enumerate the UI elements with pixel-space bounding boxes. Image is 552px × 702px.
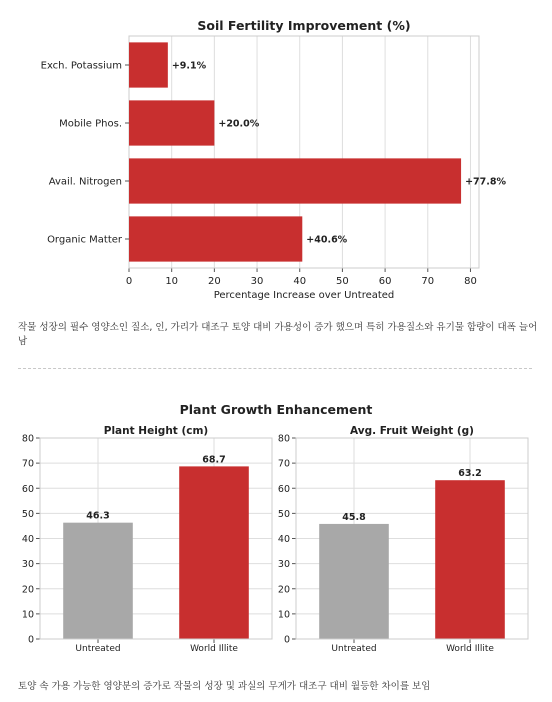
y-tick-label: 0 [283,634,290,646]
chart-title: Plant Height (cm) [103,425,209,437]
y-tick-label: 60 [277,483,290,495]
y-tick-label: 70 [21,458,34,470]
x-axis-label: Percentage Increase over Untreated [213,290,395,301]
value-label: 45.8 [342,511,366,523]
plant-growth-chart [0,380,552,680]
x-tick-label: 40 [293,276,307,287]
value-label: +20.0% [218,118,260,130]
x-tick-label: 80 [464,276,477,287]
bar [63,523,133,639]
y-tick-label: 40 [21,534,34,545]
category-label: Untreated [331,644,377,654]
value-label: +9.1% [171,60,207,72]
value-label: +40.6% [306,234,348,246]
y-tick-label: 30 [21,559,34,571]
y-tick-label: 60 [21,483,34,495]
section-divider [18,368,532,369]
category-label: World Illite [190,644,238,654]
category-label: Exch. Potassium [40,60,122,72]
bar [179,466,249,639]
bar [319,524,389,639]
chart-title: Soil Fertility Improvement (%) [197,18,411,33]
x-tick-label: 70 [421,276,435,287]
y-tick-label: 20 [21,584,34,596]
bar [129,216,302,261]
value-label: +77.8% [465,176,506,188]
category-label: World Illite [446,644,494,654]
y-tick-label: 10 [21,609,34,621]
x-tick-label: 30 [250,276,264,287]
bar [129,100,214,145]
growth-caption: 토양 속 가용 가능한 영양분의 증가로 작물의 성장 및 과실의 무게가 대조구 대비 월등한 차이를 보임 [18,681,431,692]
y-tick-label: 30 [277,559,290,571]
y-tick-label: 0 [27,634,34,646]
chart-title: Avg. Fruit Weight (g) [350,425,474,437]
category-label: Organic Matter [47,234,122,246]
bar [129,42,168,87]
y-tick-label: 40 [277,534,290,545]
x-tick-label: 10 [165,276,179,287]
category-label: Avail. Nitrogen [48,176,122,188]
soil-caption: 작물 성장의 필수 영양소인 질소, 인, 가리가 대조구 토양 대비 가용성이 증가 했으며 특히 가용질소와 유기물 함량이 대폭 늘어남 [18,322,538,347]
bar [435,480,505,639]
value-label: 46.3 [86,510,110,522]
y-tick-label: 10 [277,609,290,621]
group-title: Plant Growth Enhancement [179,402,373,417]
y-tick-label: 50 [277,508,290,520]
y-tick-label: 80 [21,433,34,445]
x-tick-label: 0 [125,276,133,287]
value-label: 63.2 [458,468,482,480]
y-tick-label: 20 [277,584,290,596]
y-tick-label: 80 [277,433,290,445]
y-tick-label: 50 [21,508,34,520]
soil-fertility-chart [0,0,552,310]
category-label: Untreated [75,644,121,654]
category-label: Mobile Phos. [59,118,122,130]
x-tick-label: 50 [336,276,349,287]
x-tick-label: 20 [207,276,221,287]
x-tick-label: 60 [378,276,392,287]
value-label: 68.7 [202,454,226,466]
y-tick-label: 70 [277,458,290,470]
bar [129,158,461,203]
